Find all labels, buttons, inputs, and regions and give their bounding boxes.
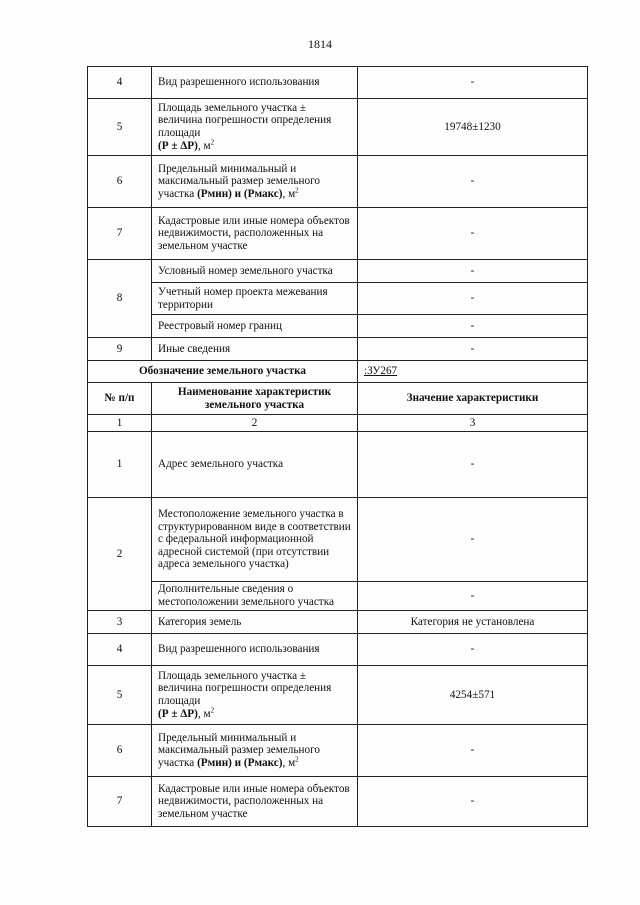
unit-prefix: , м [282, 756, 296, 769]
designation-row [88, 361, 588, 383]
table-row [88, 725, 588, 777]
header-row [88, 383, 588, 415]
characteristic-name: Иные сведения [152, 338, 358, 361]
characteristic-name [152, 725, 358, 777]
table-row [88, 67, 588, 99]
table-row [88, 777, 588, 827]
row-number: 7 [88, 777, 152, 827]
characteristic-value: 4254±571 [358, 666, 588, 725]
column-number: 1 [88, 415, 152, 432]
land-plot-table [87, 66, 588, 827]
unit-exponent: 2 [295, 755, 299, 764]
page-number: 1814 [308, 37, 332, 51]
row-number: 2 [88, 498, 152, 611]
unit-exponent: 2 [210, 137, 215, 146]
characteristic-name: Категория земель [152, 611, 358, 634]
table-row [88, 611, 588, 634]
row-number: 4 [88, 634, 152, 666]
table-row [88, 315, 588, 338]
name-text: Предельный минимальный и максимальный размер земельного участка [158, 162, 320, 200]
unit-exponent: 2 [210, 705, 215, 714]
name-text: Площадь земельного участка ± величина погрешности определения площади [158, 669, 332, 707]
unit-prefix: , м [197, 139, 211, 152]
row-number: 1 [88, 432, 152, 498]
size-formula: (Рмин) и (Рмакс) [197, 756, 283, 769]
characteristic-name [152, 666, 358, 725]
characteristic-name: Кадастровые или иные номера объектов недвижимости, расположенных на земельном участке [152, 208, 358, 260]
table-row [88, 582, 588, 611]
row-number: 4 [88, 67, 152, 99]
characteristic-value: - [358, 156, 588, 208]
characteristic-name [152, 156, 358, 208]
row-number: 7 [88, 208, 152, 260]
header-name: Наименование характеристик земельного участка [152, 383, 358, 415]
size-formula: (Рмин) и (Рмакс) [197, 187, 283, 200]
unit-exponent: 2 [295, 186, 299, 195]
table-row [88, 208, 588, 260]
characteristic-value: - [358, 283, 588, 315]
characteristic-name: Условный номер земельного участка [152, 260, 358, 283]
unit-prefix: , м [197, 707, 211, 720]
row-number: 5 [88, 666, 152, 725]
header-num: № п/п [88, 383, 152, 415]
characteristic-name: Вид разрешенного использования [152, 634, 358, 666]
row-number: 5 [88, 99, 152, 156]
characteristic-name: Вид разрешенного использования [152, 67, 358, 99]
designation-label: Обозначение земельного участка [88, 361, 358, 383]
characteristic-value: - [358, 315, 588, 338]
characteristic-value: - [358, 208, 588, 260]
column-number: 3 [358, 415, 588, 432]
table-row [88, 666, 588, 725]
characteristic-value: - [358, 777, 588, 827]
characteristic-value: - [358, 67, 588, 99]
row-number: 6 [88, 725, 152, 777]
characteristic-name [152, 99, 358, 156]
characteristic-value: - [358, 260, 588, 283]
table-row [88, 260, 588, 283]
characteristic-value: 19748±1230 [358, 99, 588, 156]
characteristic-value: Категория не установлена [358, 611, 588, 634]
row-number: 9 [88, 338, 152, 361]
characteristic-value: - [358, 432, 588, 498]
table-row [88, 432, 588, 498]
table-row [88, 498, 588, 582]
characteristic-name: Местоположение земельного участка в структурированном виде в соответствии с федеральной информационной адресной системой (при отсутствии адреса земельного участка) [152, 498, 358, 582]
row-number: 6 [88, 156, 152, 208]
row-number: 3 [88, 611, 152, 634]
area-formula: (Р ± ΔР) [158, 707, 198, 720]
characteristic-value: - [358, 725, 588, 777]
designation-code: :ЗУ267 [364, 365, 398, 378]
characteristic-name: Дополнительные сведения о местоположении земельного участка [152, 582, 358, 611]
column-numbers-row [88, 415, 588, 432]
table-row [88, 634, 588, 666]
column-number: 2 [152, 415, 358, 432]
name-text: Предельный минимальный и максимальный размер земельного участка [158, 731, 320, 769]
header-value: Значение характеристики [358, 383, 588, 415]
name-text: Площадь земельного участка ± величина погрешности определения площади [158, 101, 332, 139]
table-row [88, 99, 588, 156]
characteristic-value: - [358, 498, 588, 582]
table-row [88, 283, 588, 315]
table-row [88, 156, 588, 208]
characteristic-name: Адрес земельного участка [152, 432, 358, 498]
characteristic-value: - [358, 338, 588, 361]
unit-prefix: , м [282, 187, 296, 200]
characteristic-value: - [358, 634, 588, 666]
characteristic-value: - [358, 582, 588, 611]
characteristic-name: Реестровый номер границ [152, 315, 358, 338]
characteristic-name: Учетный номер проекта межевания территории [152, 283, 358, 315]
table-row [88, 338, 588, 361]
area-formula: (Р ± ΔР) [158, 139, 198, 152]
characteristic-name: Кадастровые или иные номера объектов недвижимости, расположенных на земельном участке [152, 777, 358, 827]
row-number: 8 [88, 260, 152, 338]
designation-value [358, 361, 588, 383]
